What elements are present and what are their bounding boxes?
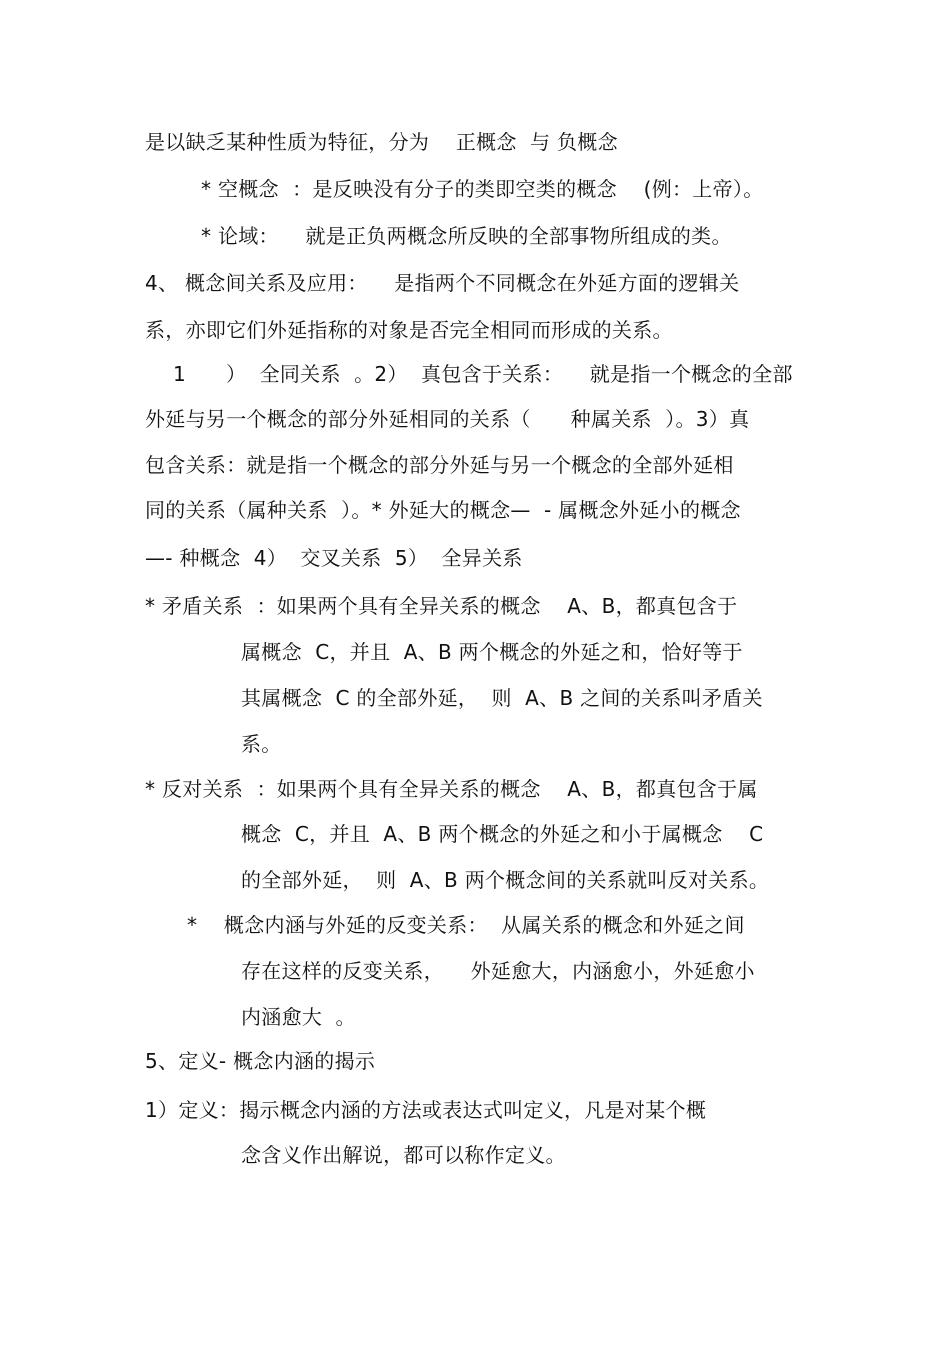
- text-line: 外延与另一个概念的部分外延相同的关系（ 种属关系 ）。3）真: [145, 407, 750, 431]
- text-line: 1）定义：揭示概念内涵的方法或表达式叫定义，凡是对某个概: [145, 1098, 707, 1122]
- text-line: * 矛盾关系 ：如果两个具有全异关系的概念 A、B，都真包含于: [145, 594, 738, 618]
- text-line: 属概念 C，并且 A、B 两个概念的外延之和，恰好等于: [241, 640, 743, 664]
- text-line: 同的关系（属种关系 ）。* 外延大的概念— - 属概念外延小的概念: [145, 498, 741, 522]
- section-heading: 5、定义- 概念内涵的揭示: [145, 1049, 376, 1073]
- text-line: 念含义作出解说，都可以称作定义。: [241, 1143, 566, 1167]
- text-line: 包含关系：就是指一个概念的部分外延与另一个概念的全部外延相: [145, 453, 734, 477]
- text-line: 存在这样的反变关系， 外延愈大，内涵愈小，外延愈小: [241, 959, 755, 983]
- text-line: * 反对关系 ：如果两个具有全异关系的概念 A、B，都真包含于属: [145, 777, 758, 801]
- text-line: 的全部外延， 则 A、B 两个概念间的关系就叫反对关系。: [241, 868, 770, 892]
- text-line: 其属概念 C 的全部外延， 则 A、B 之间的关系叫矛盾关: [241, 686, 763, 710]
- text-line: 系。: [241, 732, 282, 756]
- text-line: —- 种概念 4） 交叉关系 5） 全异关系: [145, 546, 523, 570]
- text-line: * 论域： 就是正负两概念所反映的全部事物所组成的类。: [201, 224, 732, 248]
- text-line: * 概念内涵与外延的反变关系： 从属关系的概念和外延之间: [187, 913, 745, 937]
- text-line: 1 ） 全同关系 。2） 真包含于关系： 就是指一个概念的全部: [173, 362, 793, 386]
- text-line: 概念 C，并且 A、B 两个概念的外延之和小于属概念 C: [241, 822, 764, 846]
- text-line: * 空概念 ：是反映没有分子的类即空类的概念 (例：上帝）。: [201, 177, 764, 201]
- text-line: 系，亦即它们外延指称的对象是否完全相同而形成的关系。: [145, 318, 673, 342]
- text-line: 4、 概念间关系及应用： 是指两个不同概念在外延方面的逻辑关: [145, 271, 740, 295]
- text-line: 内涵愈大 。: [241, 1005, 356, 1029]
- text-line: 是以缺乏某种性质为特征，分为 正概念 与 负概念: [145, 130, 618, 154]
